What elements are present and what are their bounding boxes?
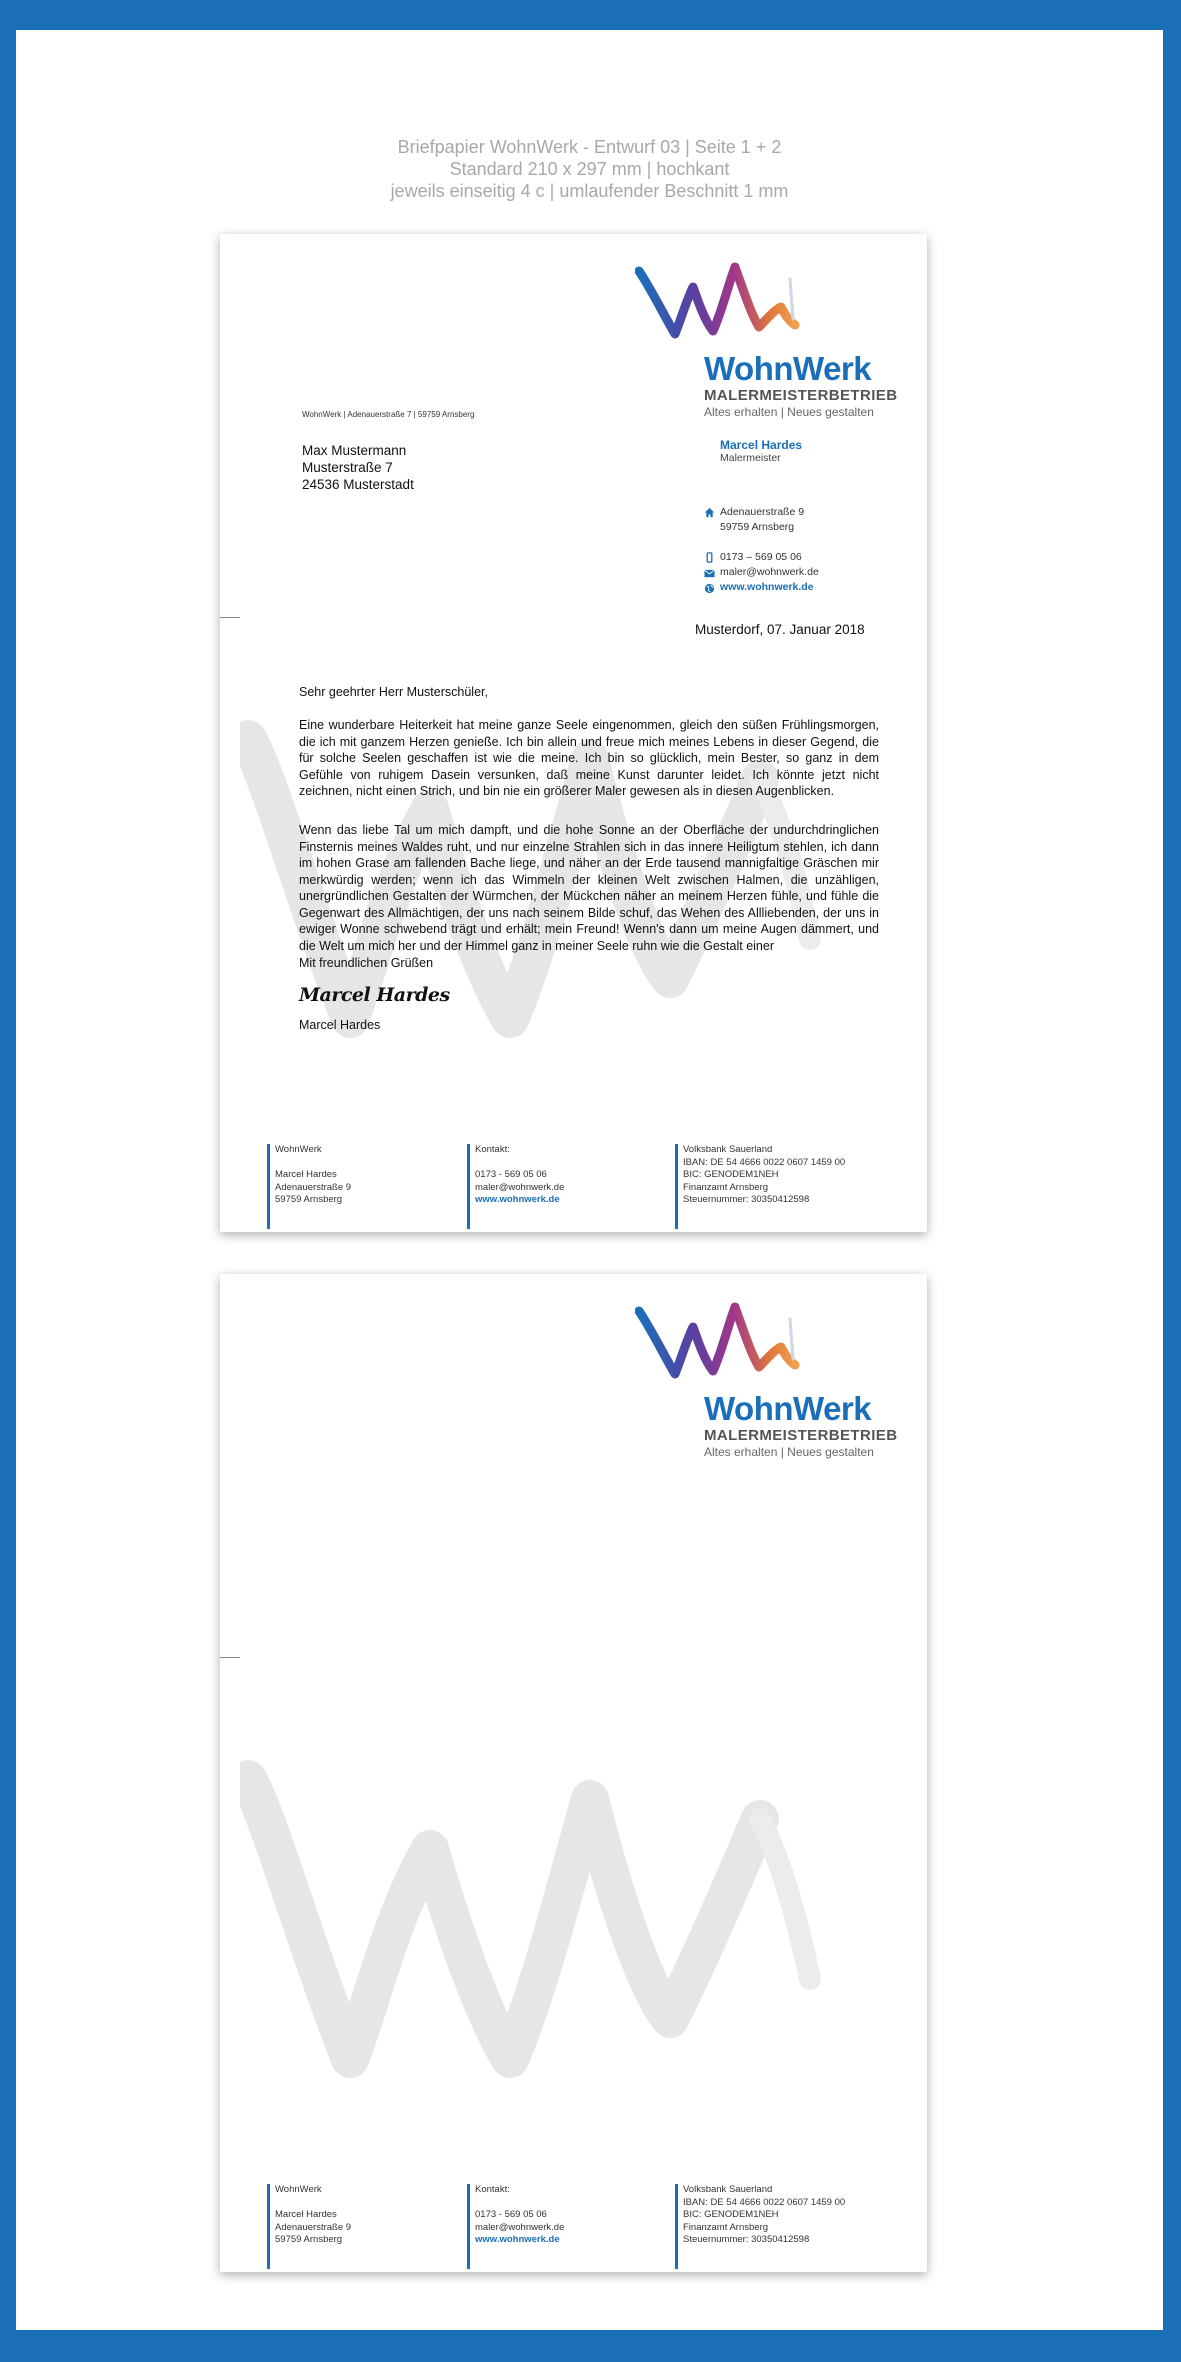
mobile-phone-icon: [704, 552, 715, 563]
footer-bank-line: Steuernummer: 30350412598: [683, 1194, 810, 1205]
mail-icon: [704, 568, 715, 579]
footer-company-line: Marcel Hardes: [275, 1169, 337, 1180]
signer-name: Marcel Hardes: [299, 1018, 381, 1032]
header-line-2: Standard 210 x 297 mm | hochkant: [449, 159, 730, 179]
footer-column-contact: [467, 2184, 564, 2269]
header-line-1: Briefpapier WohnWerk - Entwurf 03 | Seite 1 + 2: [397, 137, 782, 157]
watermark-w-icon: [240, 1739, 840, 2139]
contact-web[interactable]: www.wohnwerk.de: [720, 581, 814, 593]
brand-name: WohnWerk: [704, 350, 872, 387]
footer-bank-line: Finanzamt Arnsberg: [683, 1181, 769, 1193]
header-note: [16, 136, 1163, 202]
brand-tagline: Altes erhalten | Neues gestalten: [704, 1445, 874, 1459]
recipient-name: Max Mustermann: [302, 443, 407, 458]
brush-w-logo-icon: [635, 1299, 805, 1389]
contact-city: 59759 Arnsberg: [720, 521, 795, 533]
contact-name: Marcel Hardes: [720, 438, 803, 452]
footer-company-line: 59759 Arnsberg: [275, 1194, 343, 1205]
globe-icon: [704, 583, 715, 594]
footer-bank-line: IBAN: DE 54 4666 0022 0607 1459 00: [683, 1156, 846, 1168]
recipient-city: 24536 Musterstadt: [302, 477, 414, 492]
salutation: Sehr geehrter Herr Musterschüler,: [299, 685, 488, 699]
contact-email[interactable]: maler@wohnwerk.de: [720, 566, 819, 578]
sender-line: WohnWerk | Adenauerstraße 7 | 59759 Arnsberg: [302, 410, 475, 419]
footer-bank-line: Steuernummer: 30350412598: [683, 2234, 810, 2245]
footer-column-contact: [467, 1144, 564, 1229]
handwritten-signature: Marcel Hardes: [299, 984, 450, 1006]
footer-contact-web[interactable]: www.wohnwerk.de: [475, 2234, 560, 2245]
footer-column-bank: [675, 2184, 845, 2269]
footer-contact-line[interactable]: maler@wohnwerk.de: [475, 2221, 565, 2233]
footer-company-line: 59759 Arnsberg: [275, 2234, 343, 2245]
contact-phone: 0173 – 569 05 06: [720, 551, 802, 563]
footer-contact-web[interactable]: www.wohnwerk.de: [475, 1194, 560, 1205]
letter-date: Musterdorf, 07. Januar 2018: [695, 622, 865, 637]
footer-bank-line: Finanzamt Arnsberg: [683, 2221, 769, 2233]
brand-subtitle: MALERMEISTERBETRIEB: [704, 1427, 898, 1444]
footer-column-bank: [675, 1144, 845, 1229]
footer-company-line: Marcel Hardes: [275, 2209, 337, 2220]
footer-column-company: [267, 1144, 351, 1229]
fold-mark: [220, 1657, 240, 1658]
header-line-3: jeweils einseitig 4 c | umlaufender Beschnitt 1 mm: [390, 181, 789, 201]
footer-company-line: Adenauerstraße 9: [275, 1181, 352, 1193]
footer-contact-title: Kontakt:: [475, 2184, 510, 2195]
footer-company-title: WohnWerk: [275, 1144, 322, 1155]
footer-company-line: Adenauerstraße 9: [275, 2221, 352, 2233]
contact-street: Adenauerstraße 9: [720, 506, 805, 518]
footer-company-title: WohnWerk: [275, 2184, 322, 2195]
home-icon: [704, 507, 715, 518]
footer-bank-line: BIC: GENODEM1NEH: [683, 2209, 779, 2220]
fold-mark: [220, 617, 240, 618]
recipient-address: [302, 442, 414, 493]
footer-contact-title: Kontakt:: [475, 1144, 510, 1155]
footer-column-company: [267, 2184, 351, 2269]
body-paragraph-2: Wenn das liebe Tal um mich dampft, und die hohe Sonne an der Oberfläche der undurchdringlichen Finsternis meines Waldes ruht, und nur einzelne Strahlen sich in das innere Heiligtum stehlen, ich dann im hohen Grase am fallenden Bache liege, und näher an der Erde tausend mannigfaltige Gräschen mir merkwürdig werden; wenn ich das Wimmeln der kleinen Welt zwischen Halmen, die unzähligen, unergründlichen Gestalten der Würmchen, der Mückchen näher an meinem Herzen fühle, und fühle die Gegenwart des Allmächtigen, der uns nach seinem Bilde schuf, das Wehen des Allliebenden, der uns in ewiger Wonne schwebend trägt und erhält; mein Freund! Wenn's dann um meine Augen dämmert, und die Welt um mich her und der Himmel ganz in meiner Seele ruhn wie die Gestalt einer: [299, 823, 879, 953]
footer-contact-line[interactable]: maler@wohnwerk.de: [475, 1181, 565, 1193]
letter-page-2: [220, 1274, 927, 2272]
contact-role: Malermeister: [720, 452, 781, 464]
brand-name: WohnWerk: [704, 1390, 872, 1427]
footer-contact-line: 0173 - 569 05 06: [475, 1169, 547, 1180]
brand-subtitle: MALERMEISTERBETRIEB: [704, 387, 898, 404]
footer-bank-line: Volksbank Sauerland: [683, 2184, 773, 2195]
recipient-street: Musterstraße 7: [302, 460, 393, 475]
brand-tagline: Altes erhalten | Neues gestalten: [704, 405, 874, 419]
footer-contact-line: 0173 - 569 05 06: [475, 2209, 547, 2220]
brush-w-logo-icon: [635, 259, 805, 349]
closing: Mit freundlichen Grüßen: [299, 956, 434, 970]
footer-bank-line: BIC: GENODEM1NEH: [683, 1169, 779, 1180]
body-paragraph-1: Eine wunderbare Heiterkeit hat meine ganze Seele eingenommen, gleich den süßen Frühlingsmorgen, die ich mit ganzem Herzen genieße. Ich bin allein und freue mich meines Lebens in dieser Gegend, die für solche Seelen geschaffen ist wie die meine. Ich bin so glücklich, mein Bester, so ganz in dem Gefühle von ruhigem Dasein versunken, daß meine Kunst darunter leidet. Ich könnte jetzt nicht zeichnen, nicht einen Strich, und bin nie ein größerer Maler gewesen als in diesen Augenblicken.: [299, 718, 879, 798]
footer-bank-line: IBAN: DE 54 4666 0022 0607 1459 00: [683, 2196, 846, 2208]
letter-page-1: [220, 234, 927, 1232]
footer-bank-line: Volksbank Sauerland: [683, 1144, 773, 1155]
